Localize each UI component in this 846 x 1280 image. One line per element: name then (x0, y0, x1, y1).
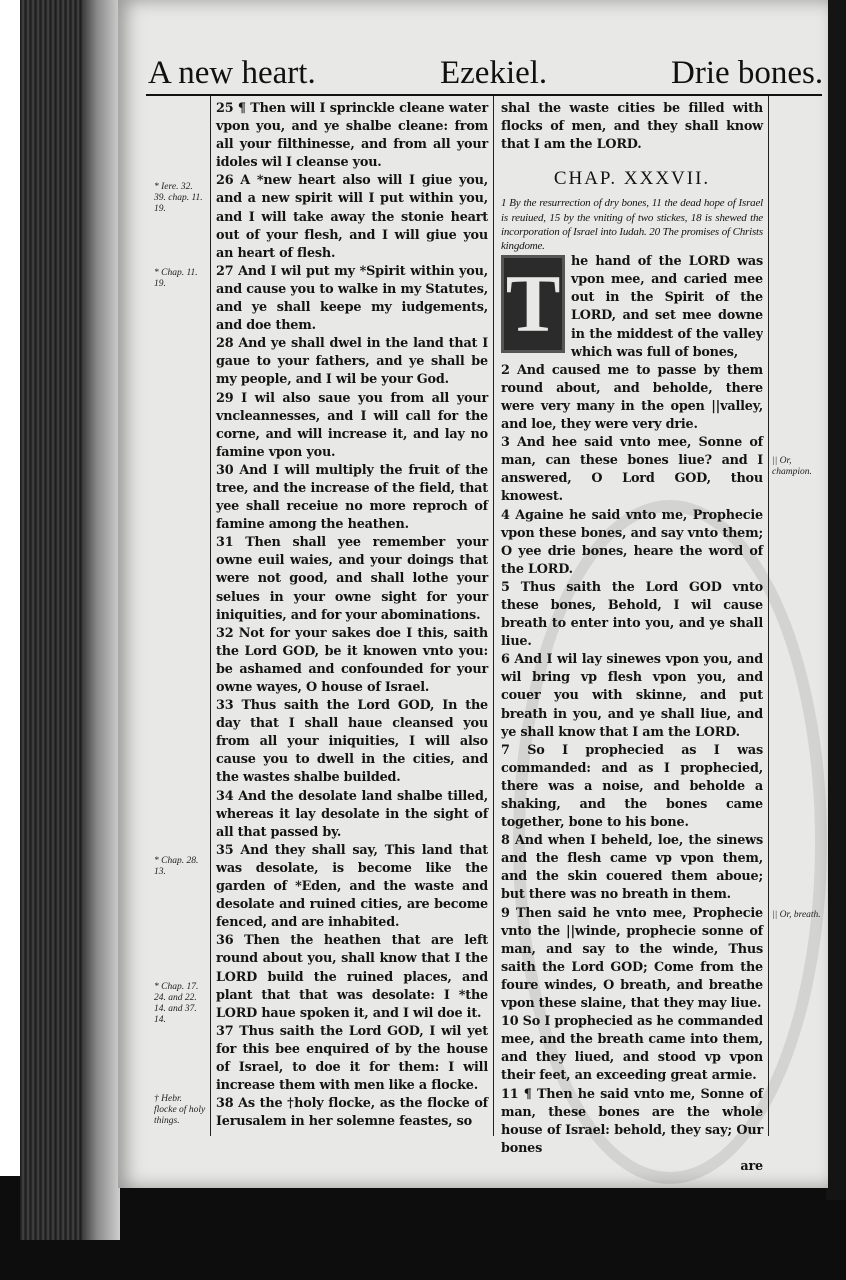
verse-continuation: shal the waste cities be filled with flocks of men, and they shall know that I am the LORD. (501, 101, 763, 153)
text-column-left (216, 100, 488, 1131)
verse: 28 And ye shall dwel in the land that I gaue to your fathers, and ye shall be my people, and I wil be your God. (216, 336, 488, 388)
verse: 7 So I prophecied as I was commanded: and as I prophecied, there was a noise, and beholde a shaking, and the bones came together, bone to his bone. (501, 742, 763, 831)
verse: 3 And hee said vnto mee, Sonne of man, can these bones liue? and I answered, O Lord GOD, thou knowest. (501, 435, 763, 505)
verse: 31 Then shall yee remember your owne euil waies, and your doings that were not good, and shall lothe your selues in your owne sight for your iniquities, and for your abominations. (216, 535, 488, 623)
margin-note: † Hebr. flocke of holy things. (154, 1094, 206, 1126)
verse: 33 Thus saith the Lord GOD, In the day that I shall haue cleansed you from all your iniquities, I will also cause you to dwell in the cities, and the wastes shalbe builded. (216, 698, 488, 786)
book-page (118, 0, 828, 1188)
scan-bottom-band (0, 1176, 846, 1280)
right-margin-rule (768, 96, 769, 1136)
chapter-summary: 1 By the resurrection of dry bones, 11 the dead hope of Israel is reuiued, 15 by the vniting of two stickes, 18 is shewed the incorporation of Israel into Iudah. 20 The promises of Christs kingdome. (501, 197, 763, 252)
margin-note: || Or, champion. (772, 456, 812, 477)
opening-verse-block (501, 253, 763, 362)
scan-right-edge (826, 0, 846, 1200)
verse: 36 Then the heathen that are left round about you, shall know that I the LORD build the ruined places, and plant that that was desolate: I *the LORD haue spoken it, and I wil doe it. (216, 933, 488, 1021)
running-head-left: A new heart. (148, 55, 316, 91)
verse: 8 And when I beheld, loe, the sinews and the flesh came vp vpon them, and the skin couered them aboue; but there was no breath in them. (501, 833, 763, 903)
verse: he hand of the LORD was vpon mee, and caried mee out in the Spirit of the LORD, and set mee downe in the middest of the valley which was full of bones, (571, 254, 763, 360)
verse: 6 And I wil lay sinewes vpon you, and wil bring vp flesh vpon you, and couer you with skinne, and put breath in you, and ye shall liue, and ye shall know that I am the LORD. (501, 652, 763, 740)
header-rule (146, 94, 822, 96)
verse: 29 I wil also saue you from all your vncleannesses, and I will call for the corne, and will increase it, and lay no famine vpon you. (216, 390, 488, 460)
margin-note: || Or, breath. (772, 910, 821, 920)
verse: 27 And I wil put my *Spirit within you, and cause you to walke in my Statutes, and ye shall keepe my iudgements, and doe them. (216, 263, 488, 334)
margin-note: * Chap. 28. 13. (154, 856, 199, 877)
verse: 34 And the desolate land shalbe tilled, whereas it lay desolate in the sight of all that passed by. (216, 788, 488, 840)
verse: 10 So I prophecied as he commanded mee, and the breath came into them, and they liued, and stood vp vpon their feet, an exceeding great armie. (501, 1014, 763, 1084)
verse: 25 ¶ Then will I sprinckle cleane water vpon you, and ye shalbe cleane: from all your filthinesse, and from all your idoles wil I cleanse you. (216, 101, 488, 171)
column-divider-rule (493, 96, 494, 1136)
running-head-right: Drie bones. (671, 55, 824, 91)
margin-note: * Iere. 32. 39. chap. 11. 19. (154, 182, 203, 214)
verse: 35 And they shall say, This land that was desolate, is become like the garden of *Eden, and the waste and desolate and ruined cities, are become fenced, and are inhabited. (216, 842, 488, 931)
chapter-heading: CHAP. XXXVII. (553, 168, 711, 190)
ornamental-dropcap: T (501, 255, 565, 353)
verse: 5 Thus saith the Lord GOD vnto these bones, Behold, I wil cause breath to enter into you, and ye shall liue. (501, 579, 763, 650)
verse: 2 And caused me to passe by them round about, and beholde, there were very many in the open ||valley, and loe, they were very drie. (501, 362, 763, 433)
left-margin-rule (210, 96, 211, 1136)
verse: 26 A *new heart also will I giue you, and a new spirit will I put within you, and I will take away the stonie heart out of your flesh, and I will giue you an heart of flesh. (216, 173, 488, 261)
verse: 30 And I will multiply the fruit of the tree, and the increase of the field, that yee shall receiue no more reproch of famine among the heathen. (216, 462, 488, 533)
book-binding-shadow (82, 0, 120, 1240)
text-column-right (501, 100, 763, 1176)
running-head-book-title: Ezekiel. (440, 55, 548, 91)
margin-note: * Chap. 11. 19. (154, 268, 198, 289)
verse: 37 Thus saith the Lord GOD, I wil yet for this bee enquired of by the house of Israel, to doe it for them: I will increase them with men like a flocke. (216, 1023, 488, 1094)
verse: 38 As the †holy flocke, as the flocke of Ierusalem in her solemne feastes, so (216, 1096, 488, 1130)
catchword: are (740, 1158, 763, 1174)
verse: 9 Then said he vnto mee, Prophecie vnto the ||winde, prophecie sonne of man, and say to the winde, Thus saith the Lord GOD; Come from the foure windes, O breath, and breathe vpon these slaine, that they may liue. (501, 905, 763, 1012)
margin-note: * Chap. 17. 24. and 22. 14. and 37. 14. (154, 982, 199, 1025)
book-page-edges (20, 0, 82, 1240)
verse: 4 Againe he said vnto me, Prophecie vpon these bones, and say vnto them; O yee drie bones, heare the word of the LORD. (501, 507, 763, 577)
verse: 11 ¶ Then he said vnto me, Sonne of man, these bones are the whole house of Israel: behold, they say; Our bones (501, 1086, 763, 1156)
verse: 32 Not for your sakes doe I this, saith the Lord GOD, be it knowen vnto you: be ashamed and confounded for your owne wayes, O house of Israel. (216, 625, 488, 695)
